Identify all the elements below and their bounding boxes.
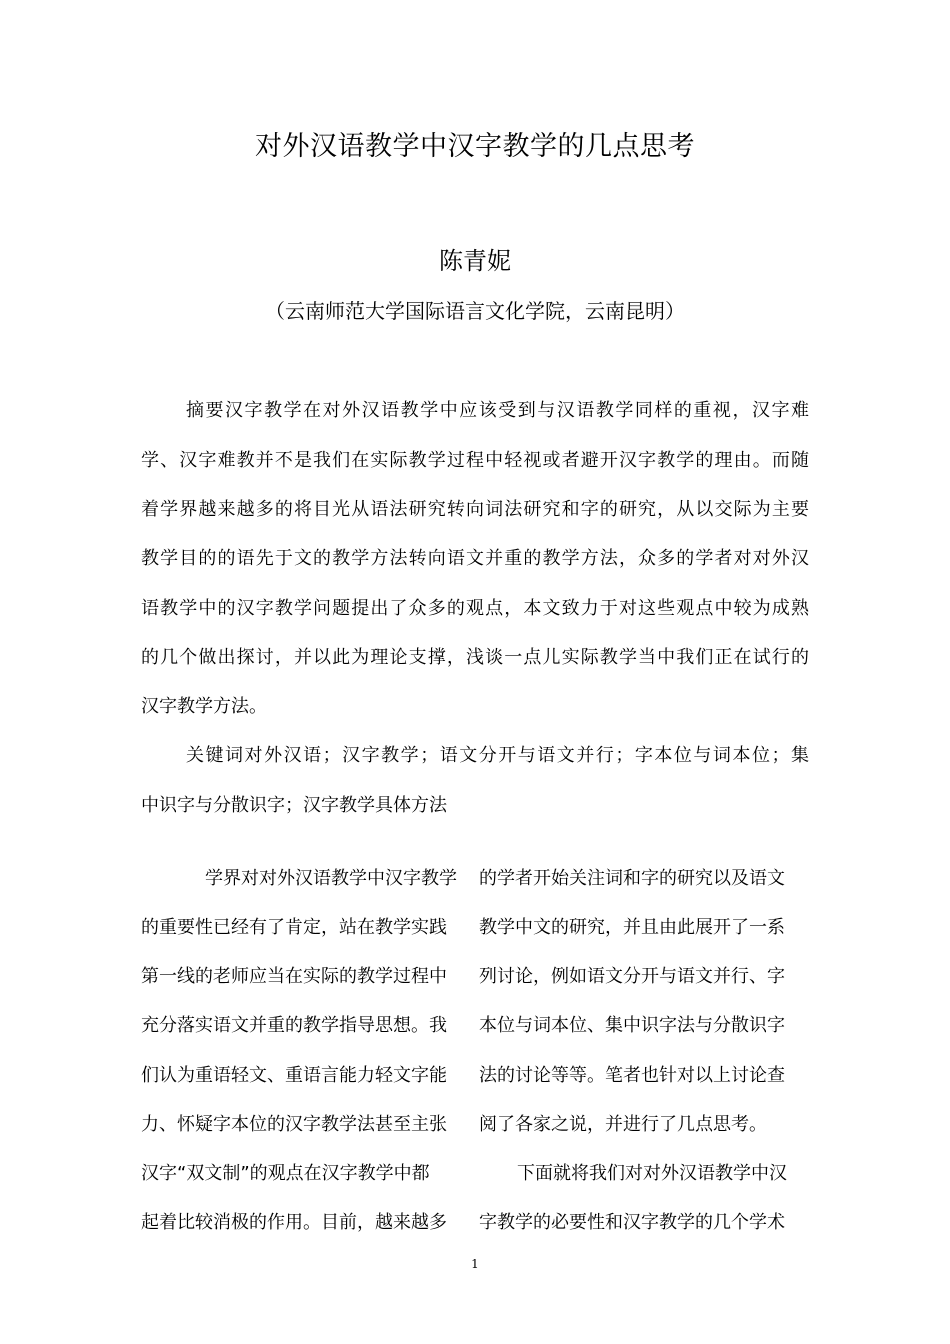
body-line: 法的讨论等等。笔者也针对以上讨论查 [479, 1065, 785, 1086]
page-number: 1 [471, 1257, 479, 1271]
author-name: 陈青妮 [439, 247, 511, 275]
abstract-line: 摘要汉字教学在对外汉语教学中应该受到与汉语教学同样的重视，汉字难 [186, 400, 809, 421]
body-line: 第一线的老师应当在实际的教学过程中 [141, 966, 447, 987]
body-line: 的重要性已经有了肯定，站在教学实践 [141, 917, 447, 938]
body-line: 阅了各家之说，并进行了几点思考。 [479, 1114, 767, 1135]
body-line: 力、怀疑字本位的汉字教学法甚至主张 [141, 1114, 447, 1135]
body-line: 充分落实语文并重的教学指导思想。我 [141, 1015, 447, 1036]
body-line: 学界对对外汉语教学中汉字教学 [205, 868, 457, 889]
keywords-line: 关键词对外汉语；汉字教学；语文分开与语文并行；字本位与词本位；集 [186, 745, 809, 766]
body-line: 汉字“双文制”的观点在汉字教学中都 [141, 1163, 430, 1184]
abstract-line: 着学界越来越多的将目光从语法研究转向词法研究和字的研究，从以交际为主要 [141, 499, 809, 520]
abstract-line: 教学目的的语先于文的教学方法转向语文并重的教学方法，众多的学者对对外汉 [141, 548, 809, 569]
body-line: 字教学的必要性和汉字教学的几个学术 [479, 1212, 785, 1233]
body-line: 起着比较消极的作用。目前，越来越多 [141, 1212, 447, 1233]
body-line: 下面就将我们对对外汉语教学中汉 [517, 1163, 787, 1184]
body-line: 本位与词本位、集中识字法与分散识字 [479, 1015, 785, 1036]
abstract-line: 汉字教学方法。 [141, 696, 267, 717]
body-line: 们认为重语轻文、重语言能力轻文字能 [141, 1065, 447, 1086]
abstract-line: 学、汉字难教并不是我们在实际教学过程中轻视或者避开汉字教学的理由。而随 [141, 450, 809, 471]
body-line: 列讨论，例如语文分开与语文并行、字 [479, 966, 785, 987]
body-line: 教学中文的研究，并且由此展开了一系 [479, 917, 785, 938]
abstract-line: 语教学中的汉字教学问题提出了众多的观点，本文致力于对这些观点中较为成熟 [141, 598, 809, 619]
author-affiliation: （云南师范大学国际语言文化学院，云南昆明） [265, 299, 685, 323]
body-line: 的学者开始关注词和字的研究以及语文 [479, 868, 785, 889]
keywords-line: 中识字与分散识字；汉字教学具体方法 [141, 795, 447, 816]
abstract-line: 的几个做出探讨，并以此为理论支撑，浅谈一点儿实际教学当中我们正在试行的 [141, 647, 809, 668]
page-title: 对外汉语教学中汉字教学的几点思考 [255, 131, 695, 162]
